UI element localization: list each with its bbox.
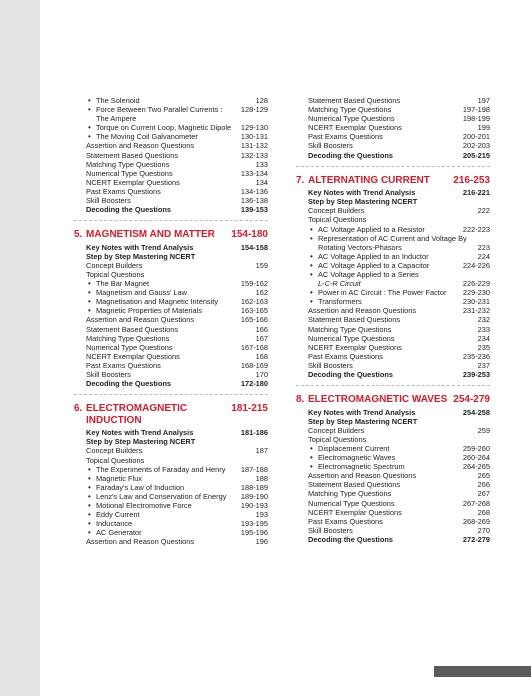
entry-page: 222-223 xyxy=(462,224,490,234)
entry-label: • Magnetism and Gauss' Law xyxy=(86,288,253,297)
toc-entry[interactable] xyxy=(308,306,490,315)
toc-entry[interactable] xyxy=(86,105,268,114)
entry-label: Past Exams Questions xyxy=(86,360,161,370)
entry-page: 266 xyxy=(477,480,490,490)
toc-entry[interactable] xyxy=(308,252,490,261)
entry-label: Concept Builders xyxy=(86,446,143,456)
entry-label: • Force Between Two Parallel Currents : xyxy=(86,105,238,114)
entry-label: NCERT Exemplar Questions xyxy=(308,342,402,352)
toc-entry[interactable] xyxy=(86,205,268,214)
entry-page: 235-236 xyxy=(462,351,490,361)
entry-page: 187-188 xyxy=(240,464,268,474)
toc-entry[interactable] xyxy=(308,352,490,361)
entry-label: Matching Type Questions xyxy=(308,105,392,115)
entry-label: Assertion and Reason Questions xyxy=(86,537,195,547)
toc-entry[interactable] xyxy=(86,151,268,160)
toc-entry[interactable] xyxy=(308,225,490,234)
entry-label: Numerical Type Questions xyxy=(86,342,173,352)
entry-page: 254-258 xyxy=(462,407,490,417)
entry-label: Skill Boosters xyxy=(308,525,353,535)
entry-page: 133-134 xyxy=(240,168,268,178)
toc-entry[interactable] xyxy=(86,261,268,270)
entry-page: 162 xyxy=(255,288,268,298)
toc-entry[interactable] xyxy=(86,169,268,178)
toc-entry[interactable] xyxy=(308,315,490,324)
entry-label: Topical Questions xyxy=(86,270,145,279)
entry-page: 264-265 xyxy=(462,462,490,472)
entry-label: Rotating Vectors-Phasors xyxy=(318,242,402,252)
toc-entry[interactable] xyxy=(86,279,268,288)
entry-page: 197 xyxy=(477,96,490,105)
entry-page: 190-193 xyxy=(240,500,268,510)
chapter-heading[interactable] xyxy=(74,229,268,241)
entry-page: 130-131 xyxy=(240,132,268,142)
entry-page: 259-260 xyxy=(462,444,490,453)
entry-label: Step by Step Mastering NCERT xyxy=(308,416,418,426)
toc-entry[interactable] xyxy=(308,243,490,252)
entry-label: Key Notes with Trend Analysis xyxy=(86,428,194,438)
toc-left-column xyxy=(74,96,268,547)
toc-entry[interactable] xyxy=(86,437,268,446)
toc-entry[interactable] xyxy=(86,528,268,537)
entry-label: • AC Voltage Applied to a Resistor xyxy=(308,225,460,234)
toc-entry[interactable] xyxy=(308,105,490,114)
toc-entry[interactable] xyxy=(308,114,490,123)
toc-entry[interactable] xyxy=(86,483,268,492)
toc-entry[interactable] xyxy=(86,492,268,501)
entry-page: 133 xyxy=(255,159,268,169)
entry-label: • Electromagnetic Waves xyxy=(308,453,460,462)
entry-label: Topical Questions xyxy=(308,434,367,444)
entry-page: 199 xyxy=(477,123,490,133)
entry-label: • Torque on Current Loop, Magnetic Dipole xyxy=(86,123,238,132)
entry-page: 129-130 xyxy=(240,123,268,133)
entry-page: 181-186 xyxy=(240,428,268,438)
entry-label: Numerical Type Questions xyxy=(308,114,395,124)
entry-page: 268 xyxy=(477,507,490,517)
toc-entry[interactable] xyxy=(308,489,490,498)
entry-label: Past Exams Questions xyxy=(86,186,161,196)
entry-label: Numerical Type Questions xyxy=(86,168,173,178)
toc-entry[interactable] xyxy=(86,252,268,261)
entry-page: 230-231 xyxy=(462,297,490,307)
entry-label: Concept Builders xyxy=(308,206,365,216)
toc-entry[interactable] xyxy=(308,361,490,370)
toc-entry[interactable] xyxy=(308,325,490,334)
toc-entry[interactable] xyxy=(86,537,268,546)
entry-label: Matching Type Questions xyxy=(308,324,392,334)
toc-entry[interactable] xyxy=(86,297,268,306)
chapter-section xyxy=(74,229,268,389)
entry-page: 224-226 xyxy=(462,260,490,270)
toc-entry[interactable] xyxy=(308,288,490,297)
entry-label: Topical Questions xyxy=(308,215,367,225)
toc-entry[interactable] xyxy=(308,435,490,444)
entry-page: 188 xyxy=(255,473,268,483)
chapter-section xyxy=(308,96,490,160)
entry-page: 197-198 xyxy=(462,105,490,115)
toc-entry[interactable] xyxy=(308,96,490,105)
entry-page: 168 xyxy=(255,351,268,361)
chapter-number: 5. xyxy=(74,229,83,241)
entry-label: Skill Boosters xyxy=(86,196,131,206)
toc-entry[interactable] xyxy=(308,206,490,215)
entry-label: • AC Voltage Applied to an Inductor xyxy=(308,252,475,261)
entry-page: 234 xyxy=(477,333,490,343)
chapter-title: ALTERNATING CURRENT xyxy=(308,174,430,186)
toc-entry[interactable] xyxy=(86,334,268,343)
entry-label: • Inductance xyxy=(86,519,238,528)
entry-page: 229-230 xyxy=(462,288,490,298)
toc-entry[interactable] xyxy=(308,343,490,352)
entry-label: • Eddy Current xyxy=(86,510,253,519)
toc-entry[interactable] xyxy=(86,519,268,528)
entry-label: Key Notes with Trend Analysis xyxy=(308,407,416,417)
entry-page: 267 xyxy=(477,489,490,499)
entry-page: 272-279 xyxy=(462,534,490,544)
chapter-section xyxy=(86,96,268,214)
entry-label: Skill Boosters xyxy=(308,360,353,370)
toc-entry[interactable] xyxy=(308,480,490,489)
entry-page: 131-132 xyxy=(240,141,268,151)
entry-label: Decoding the Questions xyxy=(86,205,171,215)
entry-label: NCERT Exemplar Questions xyxy=(308,123,402,133)
toc-entry[interactable] xyxy=(86,123,268,132)
toc-entry[interactable] xyxy=(308,279,490,288)
toc-entry[interactable] xyxy=(308,526,490,535)
entry-label: • Transformers xyxy=(308,297,460,306)
entry-page: 260-264 xyxy=(462,453,490,463)
entry-page: 196 xyxy=(255,537,268,547)
entry-page: 224 xyxy=(477,251,490,261)
entry-page: 170 xyxy=(255,370,268,380)
toc-entry[interactable] xyxy=(86,370,268,379)
entry-page: 167-168 xyxy=(240,342,268,352)
entry-page: 223 xyxy=(477,242,490,252)
entry-page: 189-190 xyxy=(240,491,268,501)
chapter-number: 8. xyxy=(296,394,305,406)
toc-entry[interactable] xyxy=(308,417,490,426)
chapter-pages: 216-253 xyxy=(453,174,490,186)
toc-entry[interactable] xyxy=(308,132,490,141)
entry-label: Past Exams Questions xyxy=(308,516,383,526)
chapter-separator xyxy=(296,166,490,167)
toc-entry[interactable] xyxy=(86,510,268,519)
entry-page: 259 xyxy=(477,425,490,435)
chapter-section xyxy=(296,174,490,380)
entry-page: 232 xyxy=(477,315,490,325)
toc-entry[interactable] xyxy=(308,151,490,160)
entry-page: 200-201 xyxy=(462,132,490,142)
entry-label: Key Notes with Trend Analysis xyxy=(86,242,194,252)
chapter-separator xyxy=(74,220,268,221)
entry-label: Skill Boosters xyxy=(86,370,131,380)
toc-entry[interactable] xyxy=(308,188,490,197)
toc-entry[interactable] xyxy=(86,187,268,196)
entry-page: 193-195 xyxy=(240,519,268,529)
chapter-heading[interactable] xyxy=(74,403,268,426)
entry-label: Key Notes with Trend Analysis xyxy=(308,188,416,198)
entry-label: Assertion and Reason Questions xyxy=(308,471,417,481)
toc-entry[interactable] xyxy=(308,471,490,480)
toc-entry[interactable] xyxy=(308,453,490,462)
entry-label: The Ampere xyxy=(96,114,137,124)
toc-entry[interactable] xyxy=(308,499,490,508)
entry-label: Skill Boosters xyxy=(308,141,353,151)
entry-page: 154-158 xyxy=(240,242,268,252)
entry-label: • AC Voltage Applied to a Capacitor xyxy=(308,261,460,270)
entry-label: NCERT Exemplar Questions xyxy=(308,507,402,517)
toc-entry[interactable] xyxy=(308,197,490,206)
entry-label: Topical Questions xyxy=(86,455,145,465)
entry-page: 134-136 xyxy=(240,186,268,196)
toc-entry[interactable] xyxy=(308,215,490,224)
chapter-title: MAGNETISM AND MATTER xyxy=(86,229,215,241)
entry-label: NCERT Exemplar Questions xyxy=(86,177,180,187)
chapter-separator xyxy=(296,385,490,386)
entry-page: 165-166 xyxy=(240,315,268,325)
toc-entry[interactable] xyxy=(86,114,268,123)
entry-label: • Electromagnetic Spectrum xyxy=(308,462,460,471)
entry-page: 162-163 xyxy=(240,297,268,307)
entry-page: 168-169 xyxy=(240,360,268,370)
entry-label: Decoding the Questions xyxy=(308,534,393,544)
toc-entry[interactable] xyxy=(86,325,268,334)
toc-entry[interactable] xyxy=(308,444,490,453)
entry-page: 195-196 xyxy=(240,528,268,538)
chapter-title: ELECTROMAGNETIC WAVES xyxy=(308,394,448,406)
chapter-section xyxy=(296,394,490,544)
entry-label: Step by Step Mastering NCERT xyxy=(86,437,196,447)
chapter-pages: 254-279 xyxy=(453,394,490,406)
chapter-heading[interactable] xyxy=(296,175,490,187)
entry-page: 167 xyxy=(255,333,268,343)
toc-entry[interactable] xyxy=(86,243,268,252)
entry-label: Concept Builders xyxy=(86,260,143,270)
entry-page: 265 xyxy=(477,471,490,481)
entry-page: 226-229 xyxy=(462,279,490,289)
entry-label: • Magnetisation and Magnetic Intensity xyxy=(86,297,238,306)
entry-page: 139-153 xyxy=(240,205,268,215)
entry-label: Step by Step Mastering NCERT xyxy=(308,197,418,207)
entry-label: Matching Type Questions xyxy=(86,159,170,169)
entry-label: • Power in AC Circuit : The Power Factor xyxy=(308,288,460,297)
toc-entry[interactable] xyxy=(86,446,268,455)
toc-entry[interactable] xyxy=(86,178,268,187)
chapter-pages: 181-215 xyxy=(231,403,268,415)
entry-page: 222 xyxy=(477,206,490,216)
entry-label: Numerical Type Questions xyxy=(308,498,395,508)
entry-label: Numerical Type Questions xyxy=(308,333,395,343)
entry-label: Matching Type Questions xyxy=(86,333,170,343)
toc-entry[interactable] xyxy=(86,361,268,370)
entry-page: 134 xyxy=(255,177,268,187)
entry-label: • The Experiments of Faraday and Henry xyxy=(86,465,238,474)
entry-page: 216-221 xyxy=(462,188,490,198)
toc-entry[interactable] xyxy=(308,426,490,435)
entry-label: Statement Based Questions xyxy=(308,480,401,490)
toc-entry[interactable] xyxy=(86,288,268,297)
toc-entry[interactable] xyxy=(86,501,268,510)
toc-entry[interactable] xyxy=(308,508,490,517)
entry-label: Step by Step Mastering NCERT xyxy=(86,251,196,261)
entry-label: Assertion and Reason Questions xyxy=(308,306,417,316)
toc-entry[interactable] xyxy=(308,334,490,343)
entry-page: 267-268 xyxy=(462,498,490,508)
toc-entry[interactable] xyxy=(86,315,268,324)
toc-entry[interactable] xyxy=(86,160,268,169)
entry-page: 233 xyxy=(477,324,490,334)
entry-label: Statement Based Questions xyxy=(86,150,179,160)
toc-entry[interactable] xyxy=(86,132,268,141)
toc-entry[interactable] xyxy=(86,96,268,105)
entry-label: • Magnetic Properties of Materials xyxy=(86,306,238,315)
entry-page: 136-138 xyxy=(240,196,268,206)
entry-label: NCERT Exemplar Questions xyxy=(86,351,180,361)
entry-label: Past Exams Questions xyxy=(308,132,383,142)
toc-entry[interactable] xyxy=(86,270,268,279)
chapter-title: ELECTROMAGNETIC INDUCTION xyxy=(86,403,188,426)
entry-page: 237 xyxy=(477,360,490,370)
toc-entry[interactable] xyxy=(86,456,268,465)
entry-page: 159 xyxy=(255,260,268,270)
toc-entry[interactable] xyxy=(86,343,268,352)
toc-entry[interactable] xyxy=(308,234,490,243)
entry-label: • Motional Electromotive Force xyxy=(86,501,238,510)
entry-label: • Representation of AC Current and Voltage By xyxy=(308,234,487,243)
toc-entry[interactable] xyxy=(86,465,268,474)
entry-page: 172-180 xyxy=(240,379,268,389)
toc-entry[interactable] xyxy=(308,297,490,306)
entry-label: • Displacement Current xyxy=(308,444,460,453)
entry-page: 231-232 xyxy=(462,306,490,316)
toc-entry[interactable] xyxy=(308,535,490,544)
toc-entry[interactable] xyxy=(308,123,490,132)
entry-label: • AC Generator xyxy=(86,528,238,537)
entry-page: 235 xyxy=(477,342,490,352)
entry-label: Matching Type Questions xyxy=(308,489,392,499)
toc-entry[interactable] xyxy=(86,379,268,388)
toc-entry[interactable] xyxy=(308,261,490,270)
entry-label: • Lenz's Law and Conservation of Energy xyxy=(86,492,238,501)
entry-page: 205-215 xyxy=(462,150,490,160)
entry-label: Assertion and Reason Questions xyxy=(86,141,195,151)
toc-entry[interactable] xyxy=(308,370,490,379)
entry-page: 198-199 xyxy=(462,114,490,124)
entry-label: • Faraday's Law of Induction xyxy=(86,483,238,492)
footer-bar xyxy=(434,666,531,677)
side-margin-band xyxy=(0,0,40,696)
toc-entry[interactable] xyxy=(86,141,268,150)
chapter-heading[interactable] xyxy=(296,394,490,406)
entry-label: • The Moving Coil Galvanometer xyxy=(86,132,238,141)
toc-entry[interactable] xyxy=(86,306,268,315)
chapter-pages: 154-180 xyxy=(231,229,268,241)
entry-label: Assertion and Reason Questions xyxy=(86,315,195,325)
entry-page: 270 xyxy=(477,525,490,535)
entry-label: Statement Based Questions xyxy=(308,315,401,325)
entry-page: 132-133 xyxy=(240,150,268,160)
entry-label: Statement Based Questions xyxy=(308,96,401,105)
chapter-number: 6. xyxy=(74,403,83,415)
entry-page: 128 xyxy=(255,96,268,105)
entry-label: Statement Based Questions xyxy=(86,324,179,334)
toc-entry[interactable] xyxy=(86,428,268,437)
toc-entry[interactable] xyxy=(86,196,268,205)
toc-entry[interactable] xyxy=(308,462,490,471)
entry-page: 163-165 xyxy=(240,306,268,316)
toc-entry[interactable] xyxy=(86,474,268,483)
chapter-separator xyxy=(74,394,268,395)
entry-page: 187 xyxy=(255,446,268,456)
entry-label: Decoding the Questions xyxy=(86,379,171,389)
entry-label: Decoding the Questions xyxy=(308,370,393,380)
chapter-section xyxy=(74,403,268,547)
entry-label: • The Bar Magnet xyxy=(86,279,238,288)
chapter-number: 7. xyxy=(296,174,305,186)
entry-page: 159-162 xyxy=(240,279,268,289)
entry-label: • The Solenoid xyxy=(86,96,253,105)
toc-entry[interactable] xyxy=(308,517,490,526)
entry-label: • Magnetic Flux xyxy=(86,474,253,483)
toc-right-column xyxy=(296,96,490,544)
entry-page: 239-253 xyxy=(462,370,490,380)
toc-entry[interactable] xyxy=(308,141,490,150)
entry-page: 268-269 xyxy=(462,516,490,526)
entry-label: Past Exams Questions xyxy=(308,351,383,361)
entry-page: 202-203 xyxy=(462,141,490,151)
entry-label: Concept Builders xyxy=(308,425,365,435)
entry-page: 193 xyxy=(255,510,268,520)
toc-entry[interactable] xyxy=(308,408,490,417)
entry-label: • AC Voltage Applied to a Series xyxy=(308,270,487,279)
toc-entry[interactable] xyxy=(86,352,268,361)
entry-label: Decoding the Questions xyxy=(308,150,393,160)
entry-page: 188-189 xyxy=(240,482,268,492)
entry-page: 128-129 xyxy=(240,105,268,115)
entry-page: 166 xyxy=(255,324,268,334)
entry-label: L-C-R Circuit xyxy=(318,279,361,289)
toc-entry[interactable] xyxy=(308,270,490,279)
